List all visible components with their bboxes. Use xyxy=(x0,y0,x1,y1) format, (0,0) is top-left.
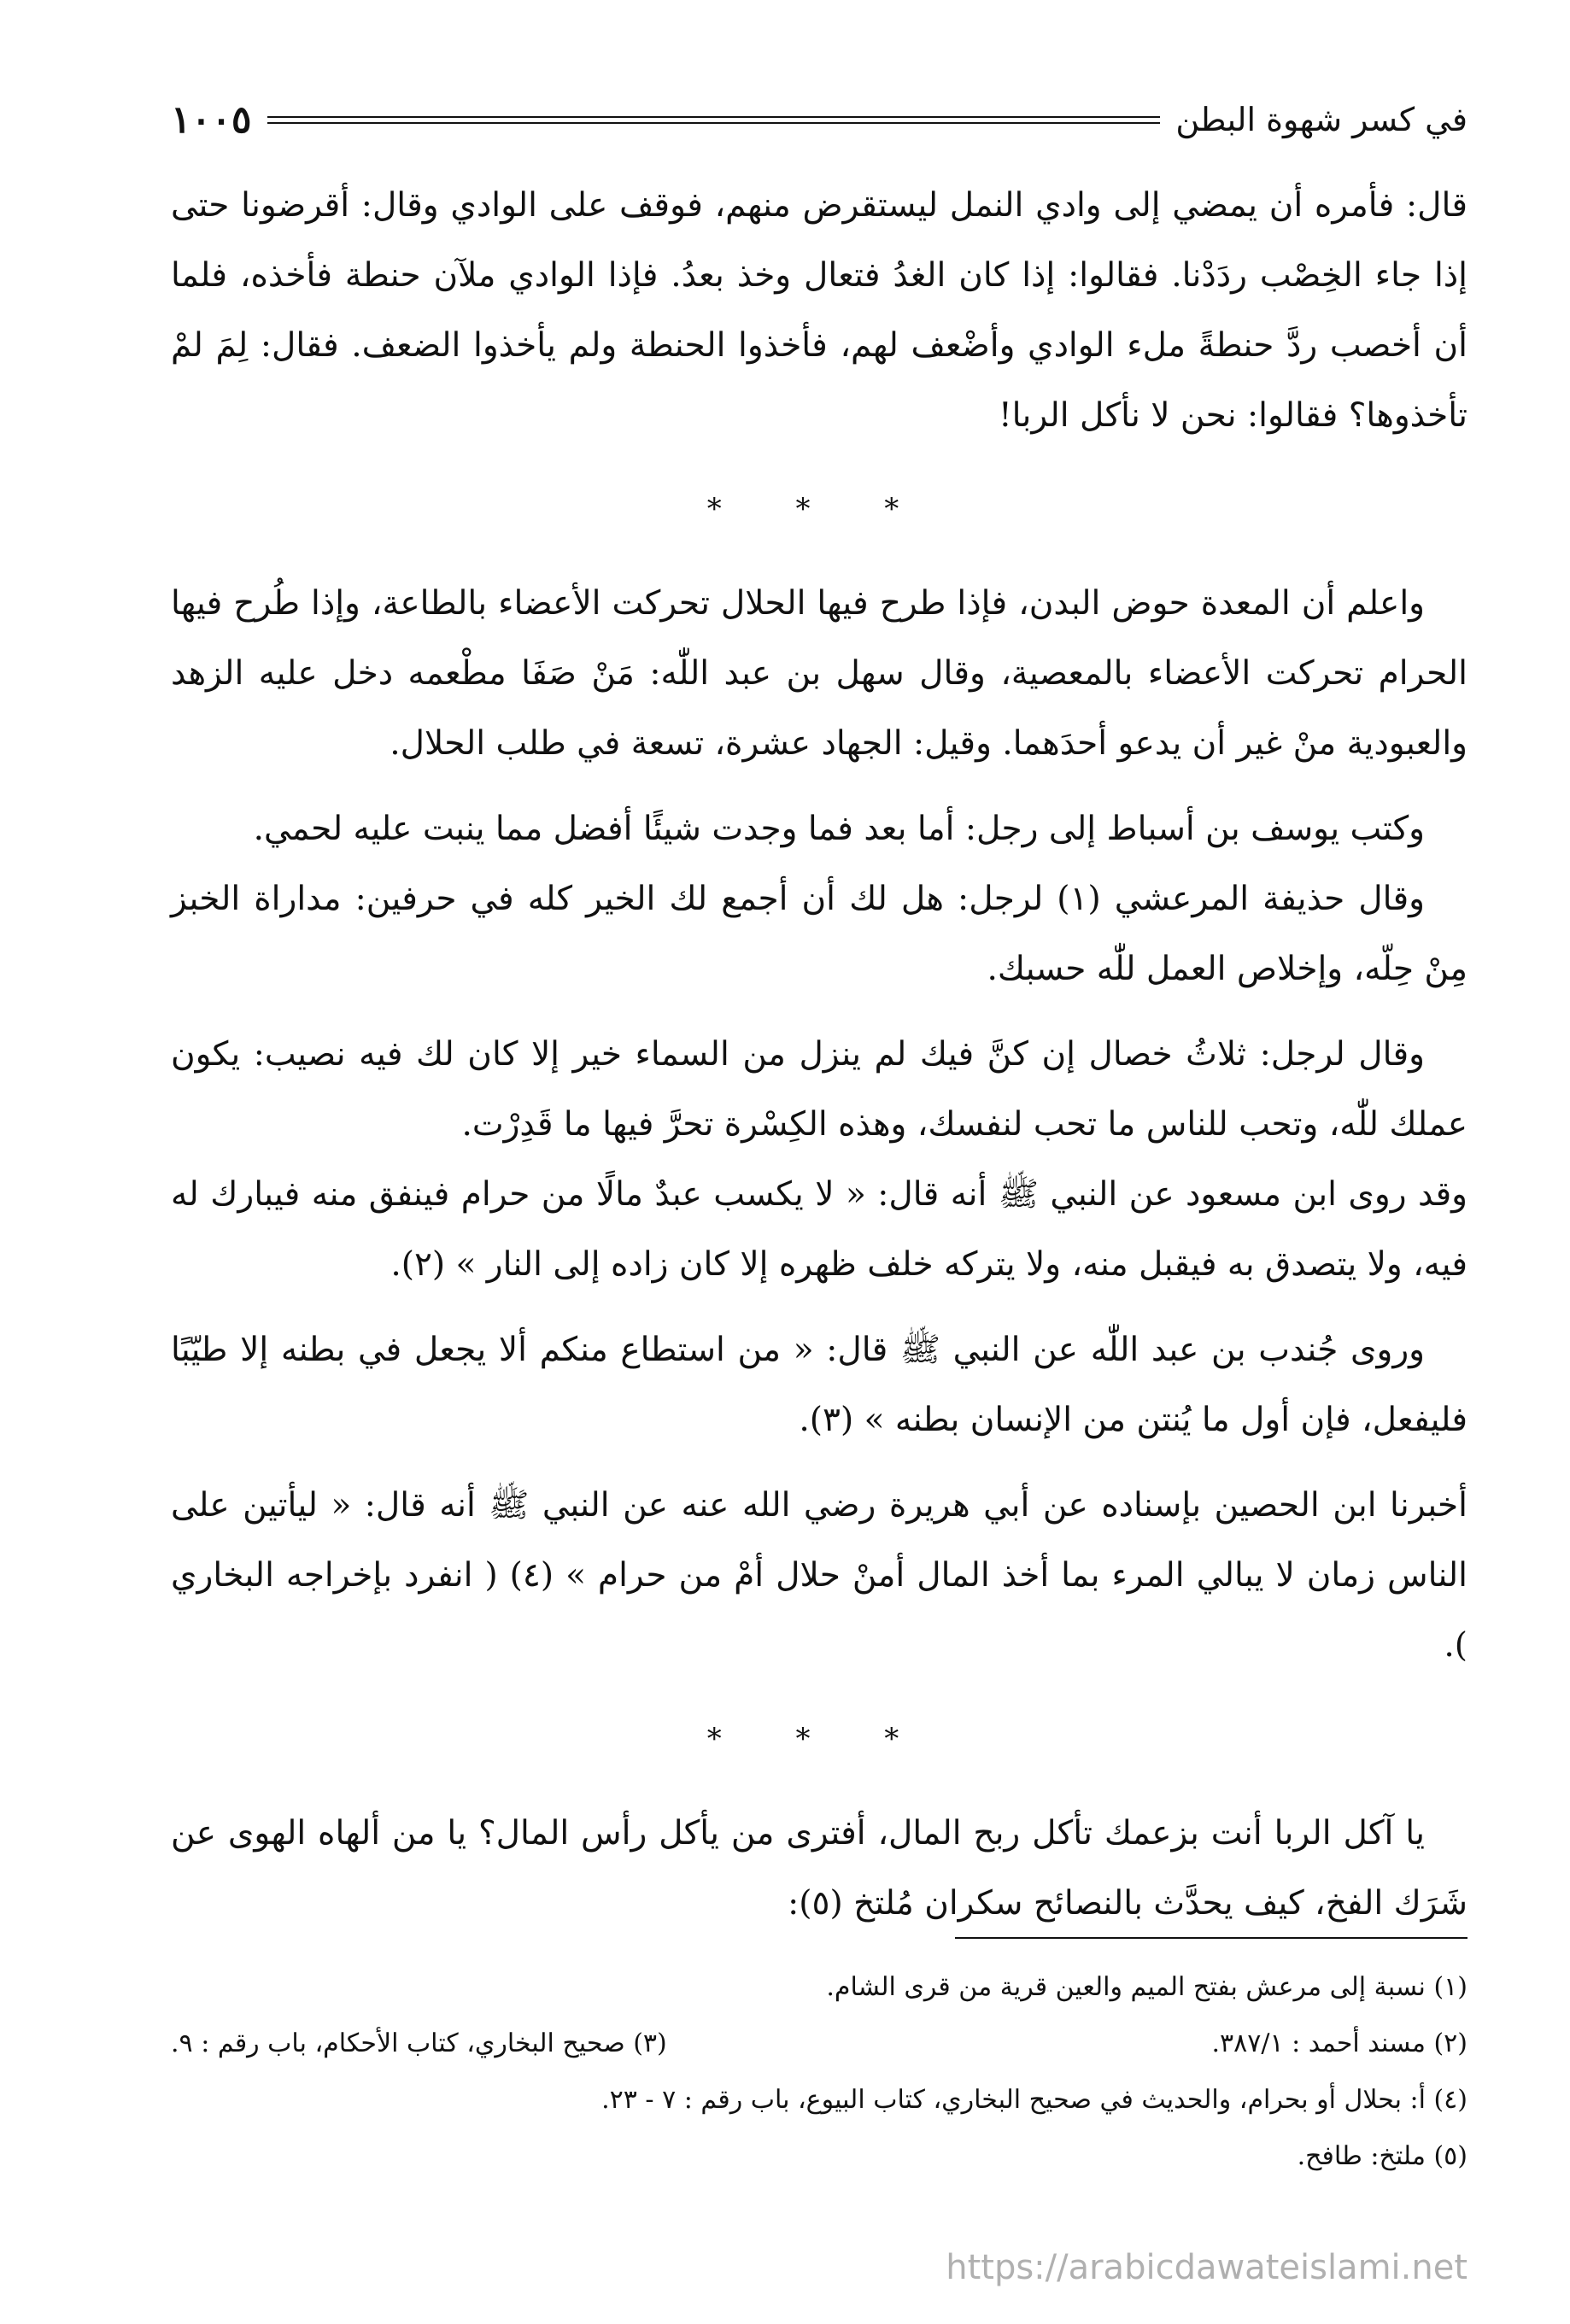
header-rule xyxy=(267,116,1161,124)
running-header xyxy=(171,90,1467,149)
footnote-rule xyxy=(955,1937,1467,1939)
body-text xyxy=(171,171,1467,1939)
watermark-url: https://arabicdawateislami.net xyxy=(946,2248,1467,2287)
footnote-1: (١) نسبة إلى مرعش بفتح الميم والعين قرية من قرى الشام. xyxy=(826,1972,1467,2002)
paragraph-yusuf-asbat: وكتب يوسف بن أسباط إلى رجل: أما بعد فما وجدت شيئًا أفضل مما ينبت عليه لحمي. xyxy=(253,810,1425,848)
footnote-2: (٢) مسند أحمد : ٣٨٧/١. xyxy=(1211,2028,1467,2058)
footnote-4: (٤) أ: بحلال أو بحرام، والحديث في صحيح البخاري، كتاب البيوع، باب رقم : ٧ - ٢٣. xyxy=(601,2085,1467,2115)
running-title: في كسر شهوة البطن xyxy=(1175,101,1467,138)
paragraph-abu-hurayra: أخبرنا ابن الحصين بإسناده عن أبي هريرة رضي الله عنه عن النبي ﷺ أنه قال: « ليأتين على الناس زمان لا يبالي المرء بما أخذ المال أمنْ حلال أمْ من حرام » (٤) ( انفرد بإخراجه البخاري ). xyxy=(171,1486,1467,1665)
paragraph-ant-valley: قال: فأمره أن يمضي إلى وادي النمل ليستقرض منهم، فوقف على الوادي وقال: أقرضونا حتى إذا جاء الخِصْب ردَدْنا. فقالوا: إذا كان الغدُ فتعال وخذ بعدُ. فإذا الوادي ملآن حنطة فأخذه، فلما أن أخصب ردَّ حنطةً ملء الوادي وأضْعف لهم، فأخذوا الحنطة ولم يأخذوا الضعف. فقال: لِمَ لمْ تأخذوها؟ فقالوا: نحن لا نأكل الربا! xyxy=(171,186,1467,435)
section-separator: * * * xyxy=(706,1722,932,1756)
footnote-3: (٣) صحيح البخاري، كتاب الأحكام، باب رقم : ٩. xyxy=(171,2028,667,2058)
section-separator: * * * xyxy=(706,492,932,526)
footnote-5: (٥) ملتخ: طافح. xyxy=(1297,2141,1467,2171)
page-number: ١٠٠٥ xyxy=(171,97,252,142)
paragraph-three-traits: وقال لرجل: ثلاثُ خصال إن كنَّ فيك لم ينزل من السماء خير إلا كان لك فيه نصيب: يكون عملك للّٰه، وتحب للناس ما تحب لنفسك، وهذه الكِسْرة تحرَّ فيها ما قَدِرْت. xyxy=(171,1035,1467,1144)
paragraph-jundub: وروى جُندب بن عبد اللّٰه عن النبي ﷺ قال: « من استطاع منكم ألا يجعل في بطنه إلا طيّبًا فليفعل، فإن أول ما يُنتن من الإنسان بطنه » (٣). xyxy=(171,1331,1467,1439)
footnote-row-2-3 xyxy=(171,2021,1467,2067)
paragraph-stomach: واعلم أن المعدة حوض البدن، فإذا طرح فيها الحلال تحركت الأعضاء بالطاعة، وإذا طُرح فيها الحرام تحركت الأعضاء بالمعصية، وقال سهل بن عبد اللّٰه: مَنْ صَفَا مطْعمه دخل عليه الزهد والعبودية منْ غير أن يدعو أحدَهما. وقيل: الجهاد عشرة، تسعة في طلب الحلال. xyxy=(171,584,1467,763)
paragraph-ibn-masud: وقد روى ابن مسعود عن النبي ﷺ أنه قال: « لا يكسب عبدٌ مالًا من حرام فينفق منه فيبارك له فيه، ولا يتصدق به فيقبل منه، ولا يتركه خلف ظهره إلا كان زاده إلى النار » (٢). xyxy=(171,1175,1467,1284)
paragraph-usury-eater: يا آكل الربا أنت بزعمك تأكل ربح المال، أفترى من يأكل رأس المال؟ يا من ألهاه الهوى عن شَرَك الفخ، كيف يحدَّث بالنصائح سكران مُلتخ (٥): xyxy=(171,1814,1467,1923)
paragraph-hudhayfa: وقال حذيفة المرعشي (١) لرجل: هل لك أن أجمع لك الخير كله في حرفين: مداراة الخبز مِنْ حِلّه، وإخلاص العمل للّٰه حسبك. xyxy=(171,880,1467,988)
footnotes xyxy=(171,1964,1467,2190)
